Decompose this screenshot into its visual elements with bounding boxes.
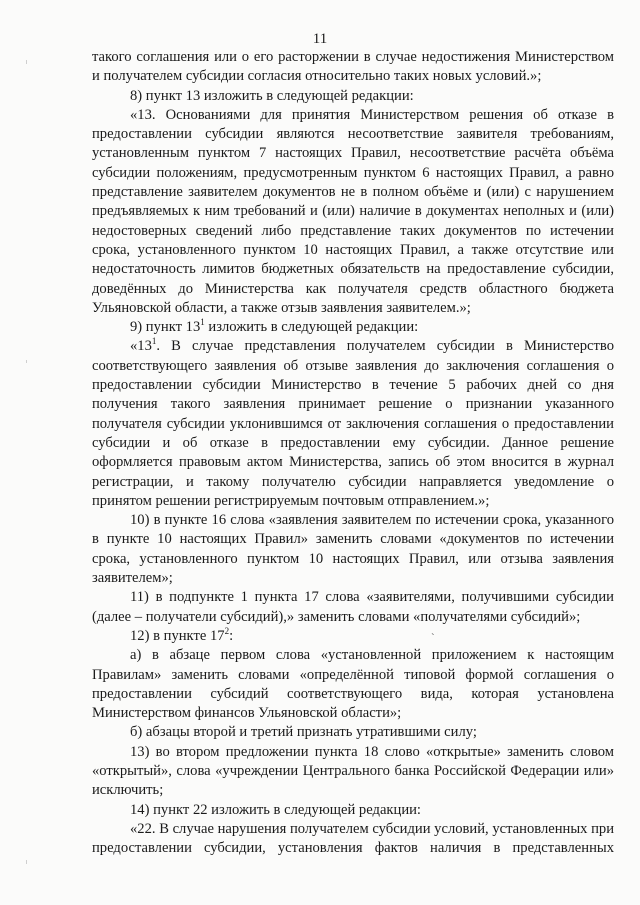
paragraph-point-13: «13. Основаниями для принятия Министерством решения об отказе в предоставлении субсидии являются несоответствие заявителя требованиям, установленным пунктом 7 настоящих Правил, несоответствие расчёта объёма субсидии положениям, предусмотренным пунктом 6 настоящих Правил, а равно представление заявителем документов не в полном объёме и (или) с нарушением предъявляемых к ним требований и (или) наличие в документах неполных и (или) недостоверных сведений либо представление таких документов по истечении срока, установленного пунктом 10 настоящих Правил, а также отсутствие или недостаточность лимитов бюджетных обязательств на предоставление субсидии, доведённых до Министерства как получателя средств областного бюджета Ульяновской области, а также отзыв заявления заявителем.»;	[92, 106, 614, 316]
paragraph-item-8: 8) пункт 13 изложить в следующей редакции:	[130, 87, 414, 104]
paragraph-item-14: 14) пункт 22 изложить в следующей редакции:	[130, 801, 421, 818]
superscript: 1	[151, 336, 157, 347]
paragraph-point-22: «22. В случае нарушения получателем субсидии условий, установленных при предоставлении субсидии, установления фактов наличия в представленных	[92, 820, 615, 857]
scan-speck: `	[431, 632, 435, 644]
superscript: 2	[224, 625, 230, 636]
paragraph-item-13: 13) во втором предложении пункта 18 слово «открытые» заменить словом «открытый», слова «учреждении Центрального банка Российской Федерации или» исключить;	[92, 743, 614, 799]
paragraph-continuation: такого соглашения или о его расторжении в случае недостижения Министерством и получателем субсидии согласия относительно таких новых условий.»;	[92, 49, 614, 85]
paragraph-point-13-1: «$13^1$. В случае представления получателем субсидии в Министерство соответствующего заявления об отзыве заявления до заключения соглашения о предоставлении субсидии Министерство в течение 5 рабочих дней со дня получения такого заявления принимает решение о признании указанного получателя субсидии уклонившимся от заключения соглашения о предоставлении субсидии и об отказе в предоставлении ему субсидии. Данное решение оформляется правовым актом Министерства, запись об этом вносится в журнал регистрации, и такому получателю субсидии направляется уведомление о принятом решении регистрируемым почтовым отправлением.»;	[92, 336, 614, 509]
scan-edge-mark	[26, 860, 27, 864]
paragraph-item-10: 10) в пункте 16 слова «заявления заявителем по истечении срока, указанного в пункте 10 настоящих Правил» заменить словами «документов по истечении срока, установленного пунктом 10 настоящих Правил, или отзыва заявления заявителем»;	[92, 512, 614, 587]
paragraph-item-11: 11) в подпункте 1 пункта 17 слова «заявителями, получившими субсидии (далее – получатели субсидий),» заменить словами «получателями субсидий»;	[92, 589, 614, 625]
scan-edge-mark	[26, 60, 27, 64]
paragraph-subitem-a: а) в абзаце первом слова «установленной приложением к настоящим Правилам» заменить словами «определённой типовой формой соглашения о предоставлении субсидий соответствующего вида, которая установлена Министерством финансов Ульяновской области»;	[92, 647, 614, 722]
page-number: 11	[312, 31, 328, 47]
paragraph-subitem-b: б) абзацы второй и третий признать утратившими силу;	[130, 724, 477, 741]
document-body	[92, 48, 614, 858]
superscript: 1	[200, 317, 205, 328]
scan-edge-mark	[26, 360, 27, 363]
paragraph-item-12: 12) в пункте $17^2$:	[130, 625, 234, 644]
paragraph-item-9: 9) пункт $13^1$ изложить в следующей редакции:	[130, 317, 419, 336]
